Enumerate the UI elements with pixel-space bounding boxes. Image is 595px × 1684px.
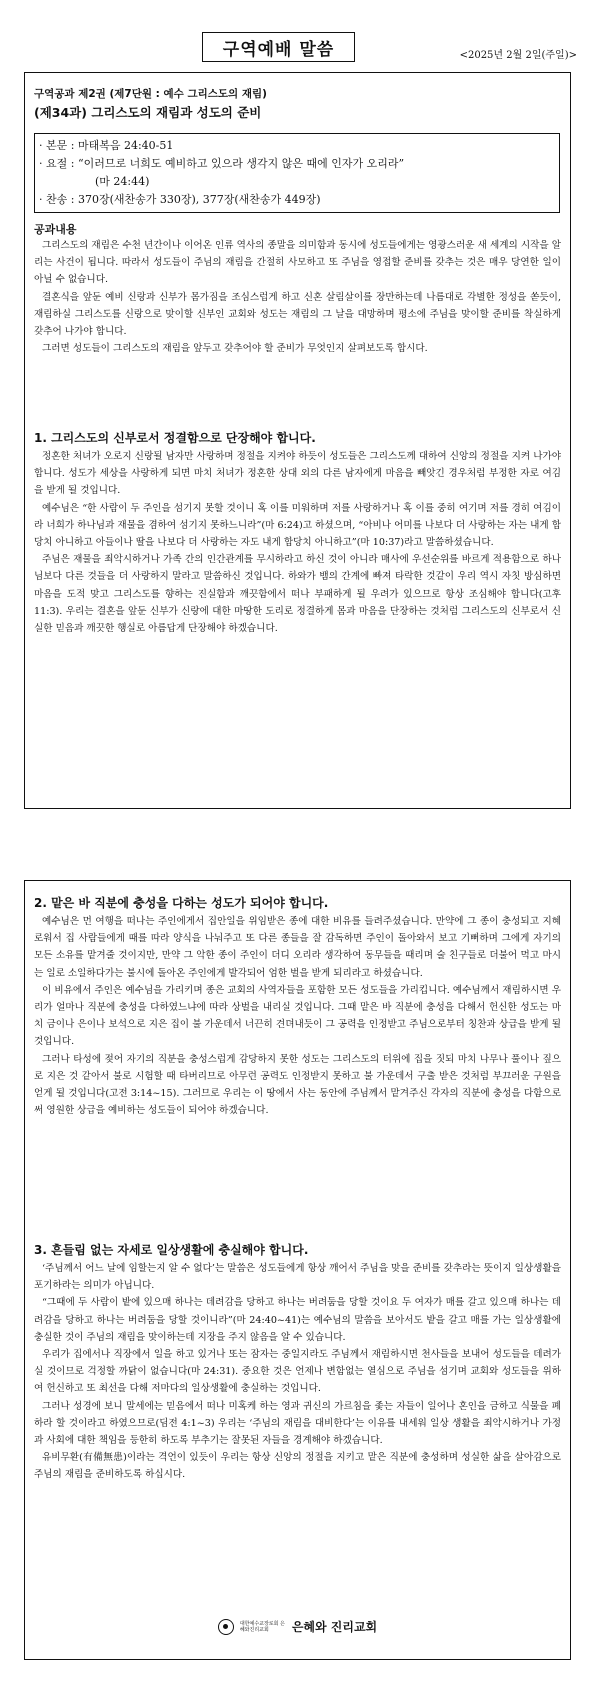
section-3 <box>34 1241 561 1484</box>
church-footer <box>0 1618 595 1635</box>
intro-heading: 공과내용 <box>34 223 77 236</box>
date-label: <2025년 2월 2일(주일)> <box>459 50 577 61</box>
intro-paragraph: 결혼식을 앞둔 예비 신랑과 신부가 몸가짐을 조심스럽게 하고 신혼 살림살이를 장만하는데 나름대로 각별한 정성을 쏟듯이, 재림하실 그리스도를 신랑으로 맞이할 신부인 교회와 성도는 재림의 그 날을 대망하며 평소에 주님을 맞이할 준비를 착실하게 갖추어 나가야 합니다. <box>34 291 561 338</box>
lesson-intro <box>34 221 561 357</box>
section-paragraph: 그러나 성경에 보니 말세에는 믿음에서 떠나 미혹케 하는 영과 귀신의 가르침을 좇는 자들이 일어나 혼인을 금하고 식물을 폐하라 할 것이라고 하였으므로(딤전 4:1~3) 우리는 ‘주님의 재림을 대비한다’는 이유를 내세워 일상 생활을 죄악시하거나 가정과 사회에 대한 책임을 등한히 하도록 부추기는 잘못된 자들을 경계해야 하겠습니다. <box>34 1400 561 1447</box>
hymn-line: · 찬송 : 370장(새찬송가 330장), 377장(새찬송가 449장) <box>39 193 321 206</box>
section-paragraph: 유비무환(有備無患)이라는 격언이 있듯이 우리는 항상 신앙의 정절을 지키고 맡은 직분에 충성하며 성실한 삶을 살아감으로 주님의 재림을 준비하도록 하십시다. <box>34 1452 561 1481</box>
intro-paragraph: 그리스도의 재림은 수천 년간이나 이어온 인류 역사의 종말을 의미함과 동시에 성도들에게는 영광스러운 새 세계의 시작을 알리는 사건이 됩니다. 따라서 성도들이 주님의 재림을 간절히 사모하고 또 주님을 영접할 준비를 갖추는 것은 매우 당연한 일이 아닐 수 없습니다. <box>34 240 561 286</box>
scripture-box <box>34 133 560 213</box>
key-verse: · 요절 : “이러므로 너희도 예비하고 있으라 생각지 않은 때에 인자가 오리라” <box>39 157 405 170</box>
section-paragraph: 예수님은 먼 여행을 떠나는 주인에게서 집안일을 위임받은 종에 대한 비유를 들려주셨습니다. 만약에 그 종이 충성되고 지혜로워서 집 사람들에게 때를 따라 양식을 나눠주고 또 다른 종들을 잘 감독하면 주인이 돌아와서 보고 기뻐하며 그에게 자기의 모든 소유를 맡겨줄 것이지만, 만약 그 악한 종이 주인이 더디 오리라 생각하여 동무들을 때리며 술 친구들로 더불어 먹고 마시는 일로 소일하다가는 불시에 돌아온 주인에게 발각되어 엄한 벌을 받게 되리라고 하셨습니다. <box>34 916 561 979</box>
section-paragraph: 그러나 타성에 젖어 자기의 직분을 충성스럽게 감당하지 못한 성도는 그리스도의 터위에 집을 짓되 마치 나무나 풀이나 짚으로 지은 것 같아서 불로 시험할 때 타버리므로 아무런 공력도 인정받지 못하고 불 가운데서 구출 받은 것처럼 부끄러운 구원을 얻게 될 것입니다(고전 3:14~15). 그러므로 우리는 이 땅에서 사는 동안에 주님께서 맡겨주신 각자의 직분에 충성을 다함으로써 영원한 상급을 예비하는 성도들이 되어야 하겠습니다. <box>34 1053 561 1117</box>
lesson-panel-2 <box>24 880 571 1660</box>
lesson-header <box>34 86 559 121</box>
lesson-reference: 구역공과 제2권 (제7단원 : 예수 그리스도의 재림) <box>34 88 267 100</box>
section-title: 2. 맡은 바 직분에 충성을 다하는 성도가 되어야 합니다. <box>34 896 329 910</box>
scripture-text: · 본문 : 마태복음 24:40-51 <box>39 139 174 152</box>
intro-paragraph: 그러면 성도들이 그리스도의 재림을 앞두고 갖추어야 할 준비가 무엇인지 살펴보도록 합시다. <box>42 343 428 355</box>
section-paragraph: ‘주님께서 어느 날에 임할는지 알 수 없다’는 말씀은 성도들에게 항상 깨어서 주님을 맞을 준비를 갖추라는 뜻이지 일상생활을 포기하라는 의미가 아닙니다. <box>34 1263 561 1292</box>
church-logo-icon <box>218 1619 234 1635</box>
section-paragraph: 주님은 재물을 죄악시하거나 가족 간의 인간관계를 무시하라고 하신 것이 아니라 매사에 우선순위를 바르게 적용함으로 하나님보다 다른 것들을 더 사랑하지 말라고 말씀하신 것입니다. 하와가 뱀의 간계에 빠져 타락한 것같이 우리 역시 자칫 방심하면 마음을 도적 맞고 그리스도를 향하는 진실함과 깨끗함에서 떠나 부패하게 될 우려가 있으므로 항상 조심해야 합니다(고후 11:3). 우리는 결혼을 앞둔 신부가 신랑에 대한 마땅한 도리로 정결하게 몸과 마음을 단장하는 것처럼 그리스도의 신부로서 신실한 믿음과 깨끗한 행실로 아름답게 단장해야 하겠습니다. <box>34 554 561 635</box>
section-paragraph: 예수님은 “한 사람이 두 주인을 섬기지 못할 것이니 혹 이를 미워하며 저를 사랑하거나 혹 이를 중히 여기며 저를 경히 여김이라 너희가 하나님과 재물을 겸하여 섬기지 못하느니라”(마 6:24)고 하셨으며, “아비나 어미를 나보다 더 사랑하는 자는 내게 합당치 아니하고 아들이나 딸을 나보다 더 사랑하는 자도 내게 합당치 아니하고”(마 10:37)라고 말씀하셨습니다. <box>34 502 561 549</box>
church-subtitle: 대한예수교장로회 은혜와진리교회 <box>239 1620 285 1633</box>
lesson-title: (제34과) 그리스도의 재림과 성도의 준비 <box>34 105 262 120</box>
section-title: 1. 그리스도의 신부로서 정결함으로 단장해야 합니다. <box>34 431 316 445</box>
section-1 <box>34 429 561 637</box>
section-paragraph: “그때에 두 사람이 밭에 있으매 하나는 데려감을 당하고 하나는 버려둠을 당할 것이요 두 여자가 매를 갈고 있으매 하나는 데려감을 당하고 하나는 버려둠을 당할 것이니라”(마 24:40~41)는 예수님의 말씀을 보아서도 밭을 갈고 매를 가는 일상생활에 충실한 것이 주님의 재림을 맞이하는데 지장을 주지 않음을 알 수 있습니다. <box>34 1297 561 1343</box>
church-name: 은혜와 진리교회 <box>291 1620 378 1634</box>
section-title: 3. 흔들림 없는 자세로 일상생활에 충실해야 합니다. <box>34 1243 309 1257</box>
section-paragraph: 정혼한 처녀가 오로지 신랑될 남자만 사랑하며 정절을 지켜야 하듯이 성도들은 그리스도께 대하여 신앙의 정절을 지켜 나가야 합니다. 성도가 세상을 사랑하게 되면 마치 처녀가 정혼한 상대 외의 다른 남자에게 마음을 빼앗긴 경우처럼 부정한 자로 여김을 받게 될 것입니다. <box>34 451 561 497</box>
section-paragraph: 우리가 집에서나 직장에서 일을 하고 있거나 또는 잠자는 중일지라도 주님께서 재림하시면 천사들을 보내어 성도들을 데려가실 것이므로 걱정할 까닭이 없습니다(마 24:31). 중요한 것은 언제나 변함없는 열심으로 주님을 섬기며 교회와 성도들을 위하여 헌신하고 또 최선을 다해 저마다의 일상생활에 충실하는 것입니다. <box>34 1349 561 1395</box>
key-verse-ref: (마 24:44) <box>95 175 150 188</box>
section-2 <box>34 894 561 1119</box>
page-title: 구역예배 말씀 <box>202 32 355 62</box>
section-paragraph: 이 비유에서 주인은 예수님을 가리키며 종은 교회의 사역자들을 포함한 모든 성도들을 가리킵니다. 예수님께서 재림하시면 우리가 얼마나 직분에 충성을 다하였느냐에 따라 상벌을 내리실 것입니다. 그때 맡은 바 직분에 충성을 다해서 헌신한 성도는 마치 금이나 은이나 보석으로 지은 집이 불 가운데서 너끈히 견뎌내듯이 그 공력을 인정받고 주님으로부터 칭찬과 상급을 받게 될 것입니다. <box>34 984 561 1048</box>
lesson-panel-1 <box>24 72 571 809</box>
